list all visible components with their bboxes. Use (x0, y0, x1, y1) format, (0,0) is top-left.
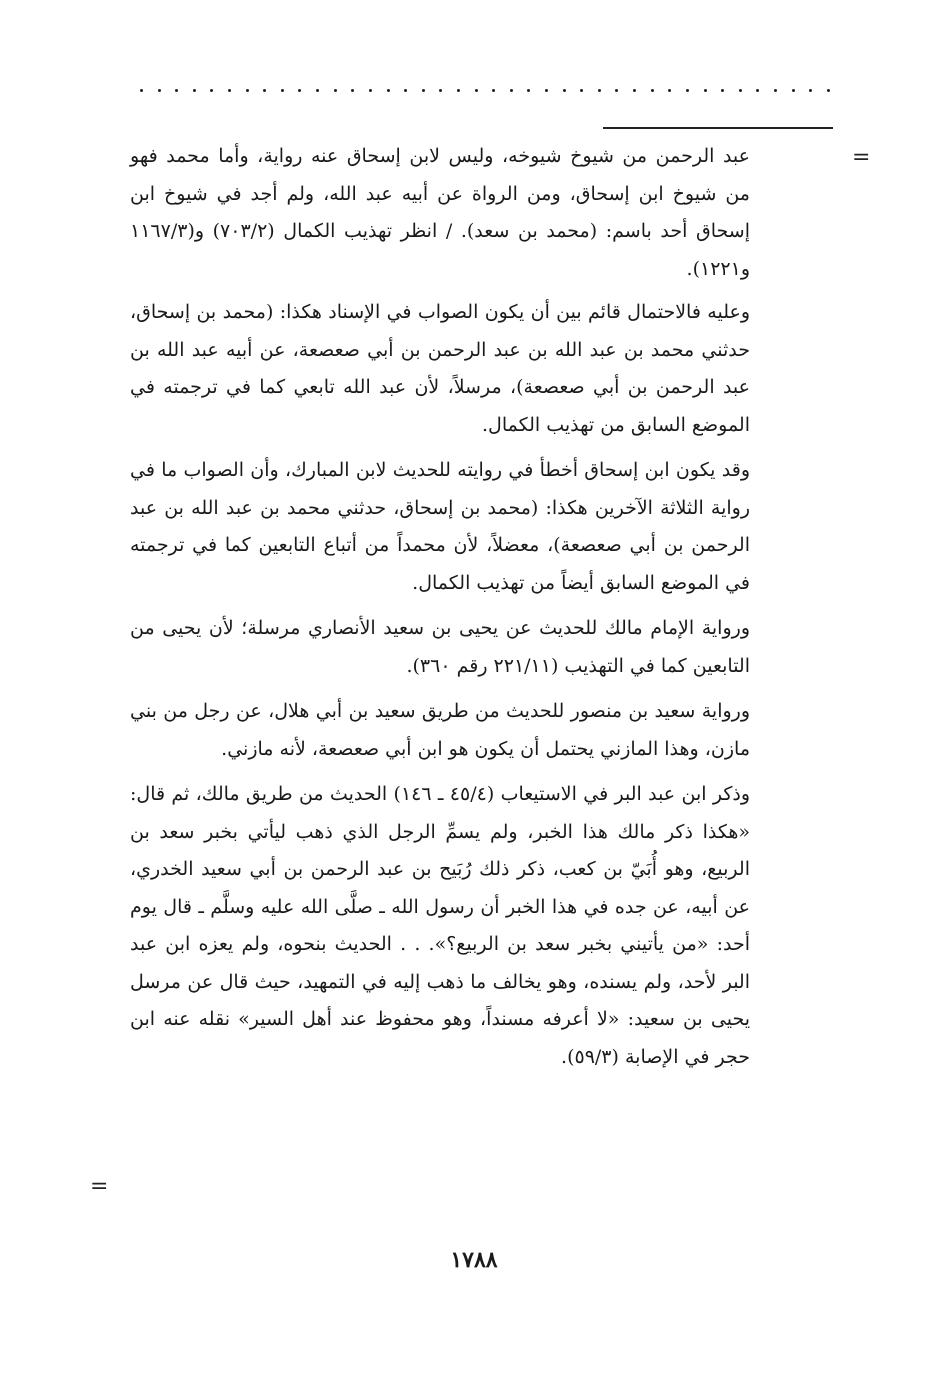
paragraph-2: وعليه فالاحتمال قائم بين أن يكون الصواب في الإسناد هكذا: (محمد بن إسحاق، حدثني محمد بن عبد الله بن عبد الرحمن بن أبي صعصعة، عن أبيه عبد الله بن عبد الرحمن بن أبي صعصعة)، مرسلاً، لأن عبد الله تابعي كما في ترجمته في الموضع السابق من تهذيب الكمال. (130, 301, 750, 436)
separator-dot (756, 89, 759, 92)
separator-dot (439, 89, 442, 92)
separator-dot (739, 89, 742, 92)
separator-dot (827, 89, 830, 92)
separator-dot (404, 89, 407, 92)
separator-dot (334, 89, 337, 92)
separator-dot (457, 89, 460, 92)
separator-dot (792, 89, 795, 92)
separator-dot (281, 89, 284, 92)
paragraph-5: ورواية سعيد بن منصور للحديث من طريق سعيد بن أبي هلال، عن رجل من بني مازن، وهذا المازني يحتمل أن يكون هو ابن أبي صعصعة، لأنه مازني. (130, 700, 750, 760)
separator-dot (545, 89, 548, 92)
separator-dot (475, 89, 478, 92)
separator-dot (580, 89, 583, 92)
separator-dot (598, 89, 601, 92)
separator-dot (228, 89, 231, 92)
separator-dot (210, 89, 213, 92)
separator-dot (246, 89, 249, 92)
continuation-mark-bottom: = (90, 1174, 109, 1199)
separator-dot (263, 89, 266, 92)
separator-dot (563, 89, 566, 92)
separator-dot (510, 89, 513, 92)
separator-dot (298, 89, 301, 92)
page-number: ١٧٨٨ (450, 1247, 498, 1273)
separator-dot (774, 89, 777, 92)
separator-dot (193, 89, 196, 92)
separator-dot (668, 89, 671, 92)
paragraph-4: ورواية الإمام مالك للحديث عن يحيى بن سعيد الأنصاري مرسلة؛ لأن يحيى من التابعين كما في التهذيب (٢٢١/١١ رقم ٣٦٠). (130, 617, 750, 677)
separator-dot (651, 89, 654, 92)
separator-dot (633, 89, 636, 92)
separator-dot (369, 89, 372, 92)
separator-dot (809, 89, 812, 92)
footnote-text (130, 138, 750, 1084)
separator-dot (527, 89, 530, 92)
separator-dot (140, 89, 143, 92)
paragraph-3: وقد يكون ابن إسحاق أخطأ في روايته للحديث لابن المبارك، وأن الصواب ما في رواية الثلاثة الآخرين هكذا: (محمد بن إسحاق، حدثني محمد بن عبد الله بن عبد الرحمن بن أبي صعصعة)، معضلاً، لأن محمداً من أتباع التابعين كما في ترجمته في الموضع السابق أيضاً من تهذيب الكمال. (130, 459, 750, 594)
separator-dot (615, 89, 618, 92)
separator-dot (316, 89, 319, 92)
separator-dot (175, 89, 178, 92)
separator-dot (387, 89, 390, 92)
separator-dot (492, 89, 495, 92)
dotted-separator (140, 80, 830, 100)
continuation-mark-top: = (852, 145, 871, 170)
separator-dot (422, 89, 425, 92)
footnote-rule (603, 127, 833, 129)
separator-dot (351, 89, 354, 92)
separator-dot (158, 89, 161, 92)
separator-dot (686, 89, 689, 92)
paragraph-6: وذكر ابن عبد البر في الاستيعاب (٤٥/٤ ـ ١٤٦) الحديث من طريق مالك، ثم قال: «هكذا ذكر مالك هذا الخبر، ولم يسمِّ الرجل الذي ذهب ليأتي بخبر سعد بن الربيع، وهو أُبَيّ بن كعب، ذكر ذلك رُبَيح بن عبد الرحمن بن أبي سعيد الخدري، عن أبيه، عن جده في هذا الخبر أن رسول الله ـ صلَّى الله عليه وسلَّم ـ قال يوم أحد: «من يأتيني بخبر سعد بن الربيع؟». . . الحديث بنحوه، ولم يعزه ابن عبد البر لأحد، ولم يسنده، وهو يخالف ما ذهب إليه في التمهيد، حيث قال عن مرسل يحيى بن سعيد: «لا أعرفه مسنداً، وهو محفوظ عند أهل السير» نقله عنه ابن حجر في الإصابة (٥٩/٣). (130, 783, 750, 1068)
separator-dot (704, 89, 707, 92)
separator-dot (721, 89, 724, 92)
paragraph-1: عبد الرحمن من شيوخ شيوخه، وليس لابن إسحاق عنه رواية، وأما محمد فهو من شيوخ ابن إسحاق، ومن الرواة عن أبيه عبد الله، ولم أجد في شيوخ ابن إسحاق أحد باسم: (محمد بن سعد). / انظر تهذيب الكمال (٧٠٣/٢) و(١١٦٧/٣ و١٢٢١). (130, 145, 750, 280)
